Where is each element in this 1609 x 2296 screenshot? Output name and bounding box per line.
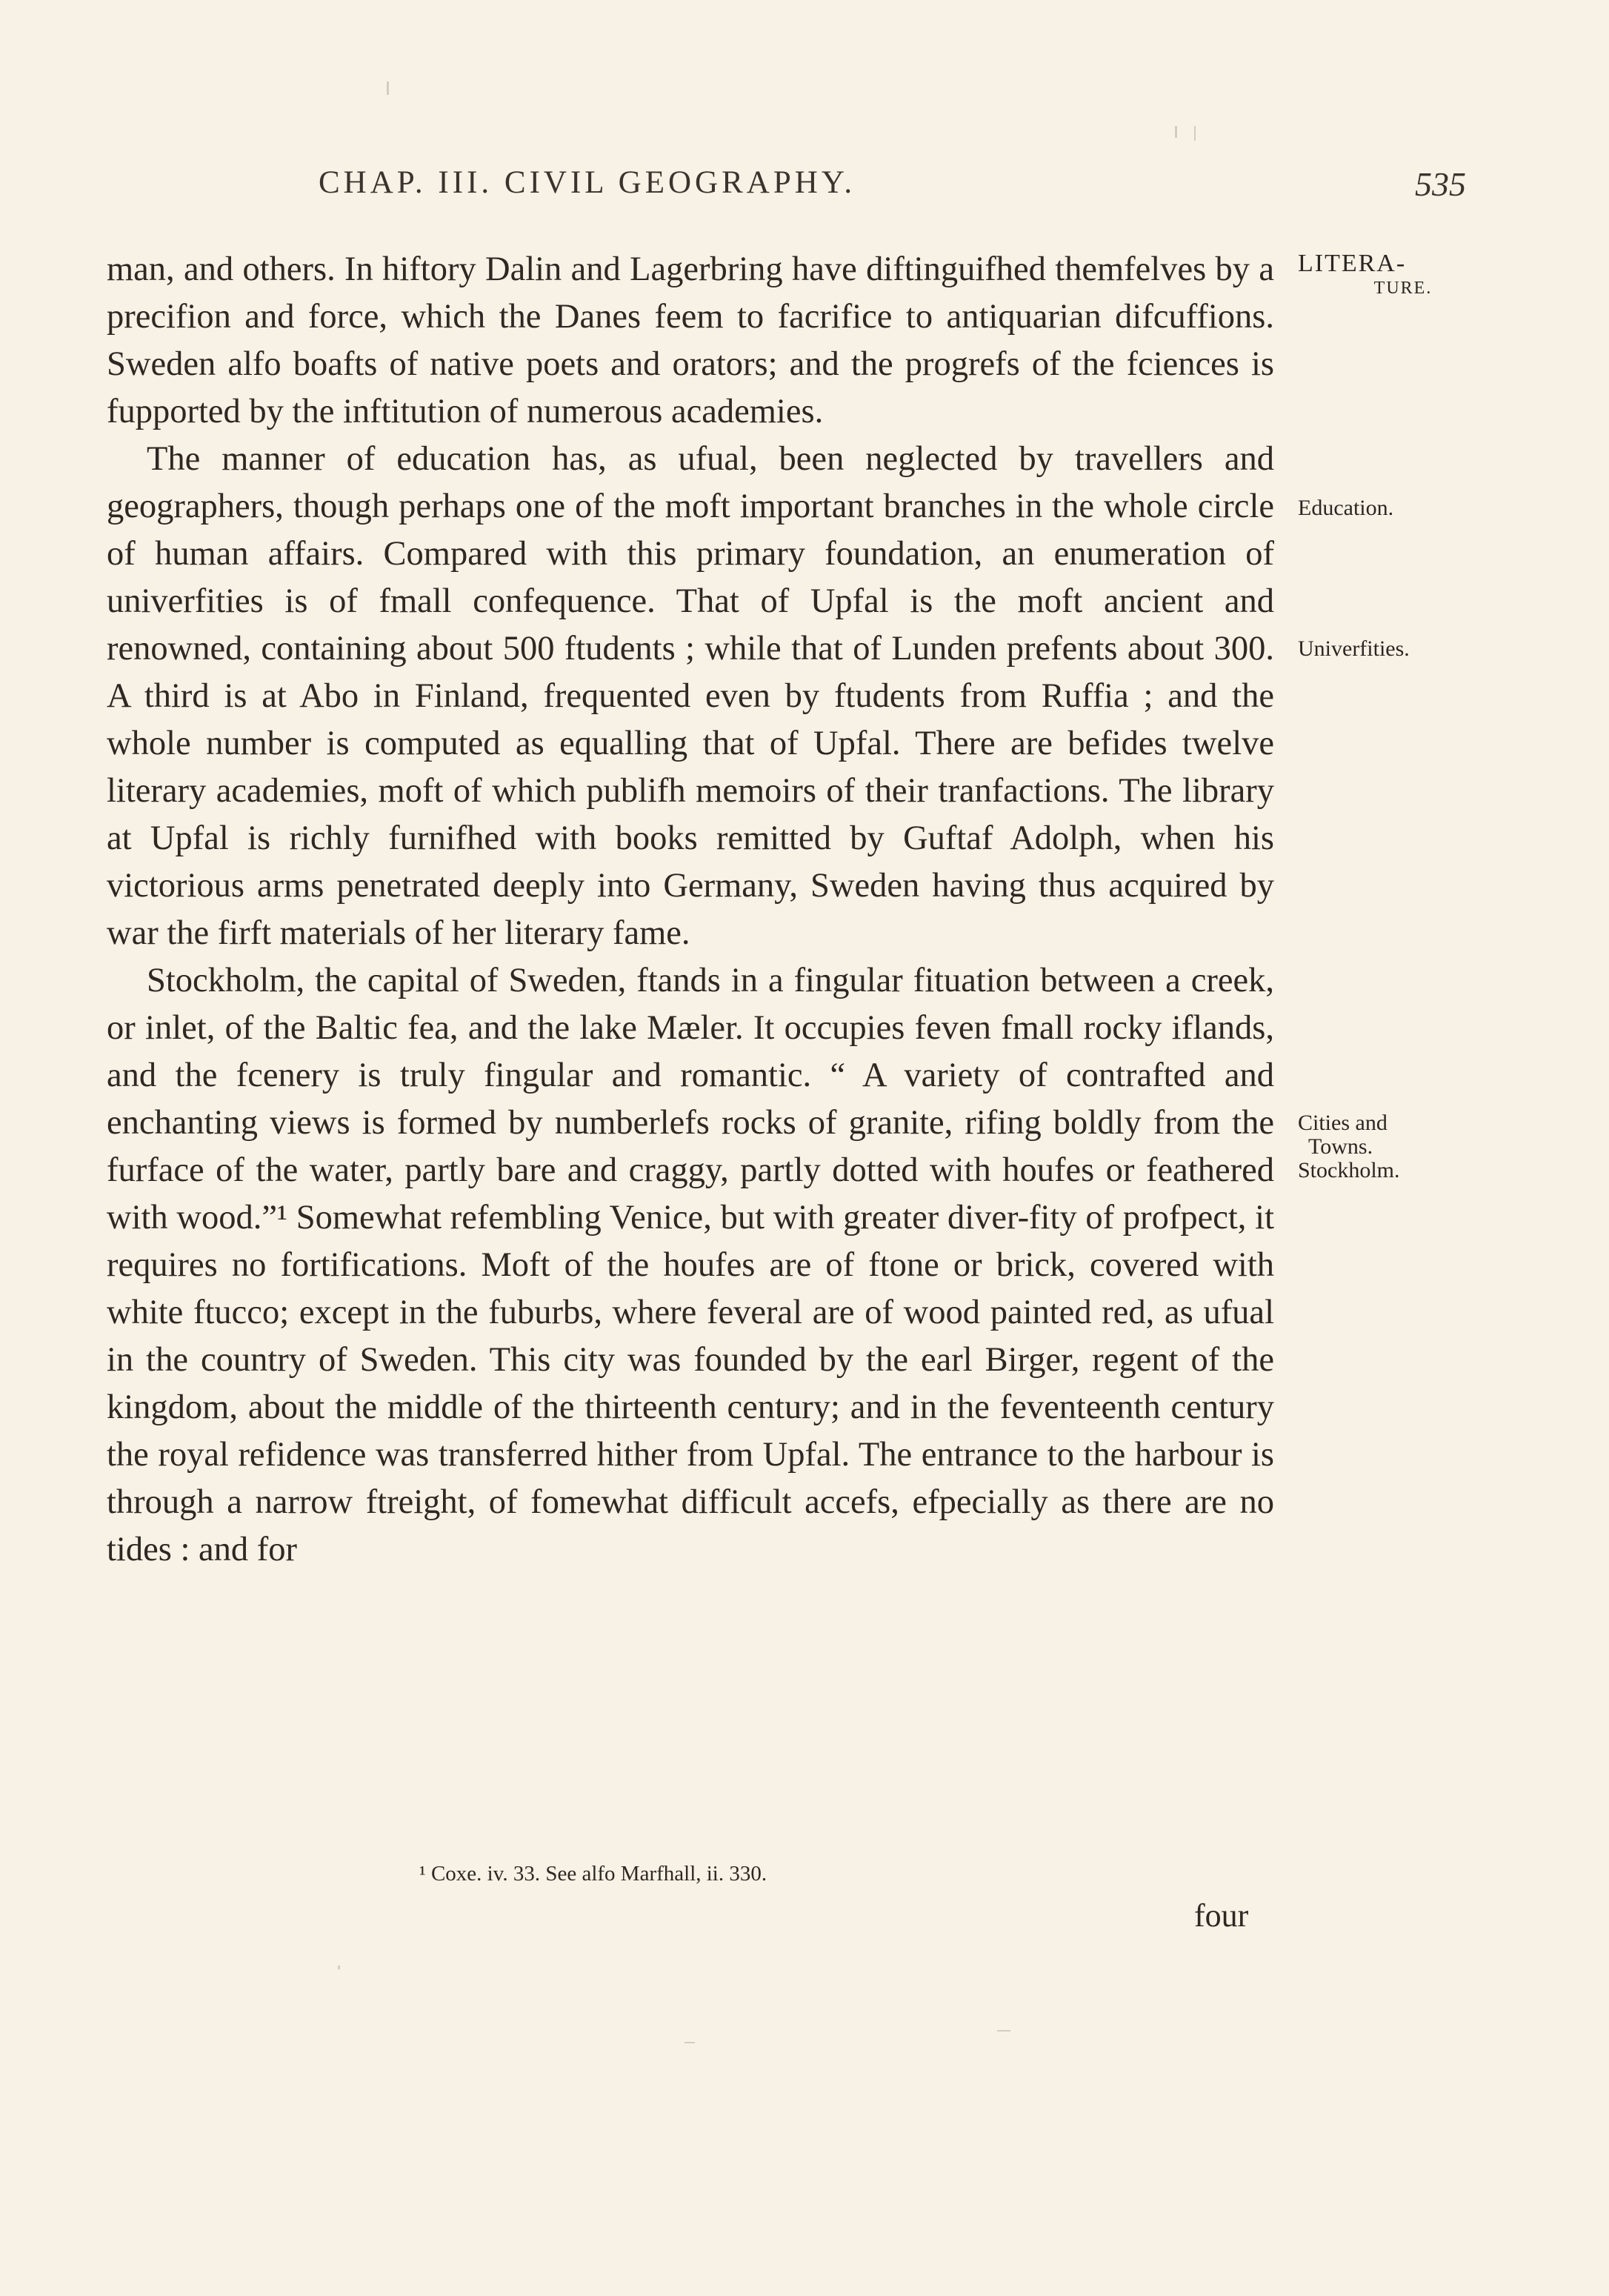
- page-speck: [387, 81, 389, 95]
- running-head: CHAP. III. CIVIL GEOGRAPHY.: [319, 165, 856, 200]
- margin-note-cities-line1: Cities and: [1298, 1111, 1388, 1135]
- catchword: four: [1194, 1897, 1249, 1934]
- margin-note-education: Education.: [1298, 496, 1394, 520]
- margin-note-literature: [1298, 252, 1483, 300]
- margin-note-universities: Univerfities.: [1298, 636, 1410, 661]
- margin-note-literature-line2: TURE.: [1373, 279, 1433, 298]
- paragraph-stockholm: Stockholm, the capital of Sweden, ftands in a fingular fituation between a creek, or inlet, of the Baltic fea, and the lake Mæler. It occupies feven fmall rocky iflands, and the fcenery is truly fingular and romantic. “ A variety of contrafted and enchanting views is formed by numberlefs rocks of granite, rifing boldly from the furface of the water, partly bare and craggy, partly dotted with houfes or feathered with wood.”¹ Somewhat refembling Venice, but with greater diver-fity of profpect, it requires no fortifications. Moft of the houfes are of ftone or brick, covered with white ftucco; except in the fuburbs, where feveral are of wood painted red, as ufual in the country of Sweden. This city was founded by the earl Birger, regent of the kingdom, about the middle of the thirteenth century; and in the feventeenth century the royal refidence was transferred hither from Upfal. The entrance to the harbour is through a narrow ftreight, of fomewhat difficult accefs, efpecially as there are no tides : and for: [107, 962, 1274, 1568]
- page-speck: [997, 2030, 1010, 2032]
- footnote: ¹ Coxe. iv. 33. See alfo Marfhall, ii. 330.: [419, 1862, 767, 1886]
- margin-note-cities-line2: Towns.: [1308, 1134, 1373, 1159]
- paragraph-literature: man, and others. In hiftory Dalin and Lagerbring have diftinguifhed themfelves by a precifion and force, which the Danes feem to facrifice to antiquarian difcuffions. Sweden alfo boafts of native poets and orators; and the progrefs of the fciences is fupported by the inftitution of numerous academies.: [107, 250, 1274, 430]
- margin-note-cities-line3: Stockholm.: [1298, 1158, 1400, 1182]
- page-number: 535: [1415, 165, 1466, 203]
- page-speck: [1194, 126, 1196, 141]
- margin-note-cities: [1298, 1111, 1483, 1182]
- page-speck: [1175, 126, 1177, 138]
- main-text: [107, 246, 1274, 1574]
- paragraph-education: The manner of education has, as ufual, been neglected by travellers and geographers, though perhaps one of the moft important branches in the whole circle of human affairs. Compared with this primary foundation, an enumeration of univerfities is of fmall confequence. That of Upfal is the moft ancient and renowned, containing about 500 ftudents ; while that of Lunden prefents about 300. A third is at Abo in Finland, frequented even by ftudents from Ruffia ; and the whole number is computed as equalling that of Upfal. There are befides twelve literary academies, moft of which publifh memoirs of their tranfactions. The library at Upfal is richly furnifhed with books remitted by Guftaf Adolph, when his victorious arms penetrated deeply into Germany, Sweden having thus acquired by war the firft materials of her literary fame.: [107, 440, 1274, 952]
- margin-note-literature-line1: LITERA-: [1298, 250, 1407, 277]
- page-speck: [338, 1966, 340, 1969]
- page-speck: [684, 2042, 695, 2043]
